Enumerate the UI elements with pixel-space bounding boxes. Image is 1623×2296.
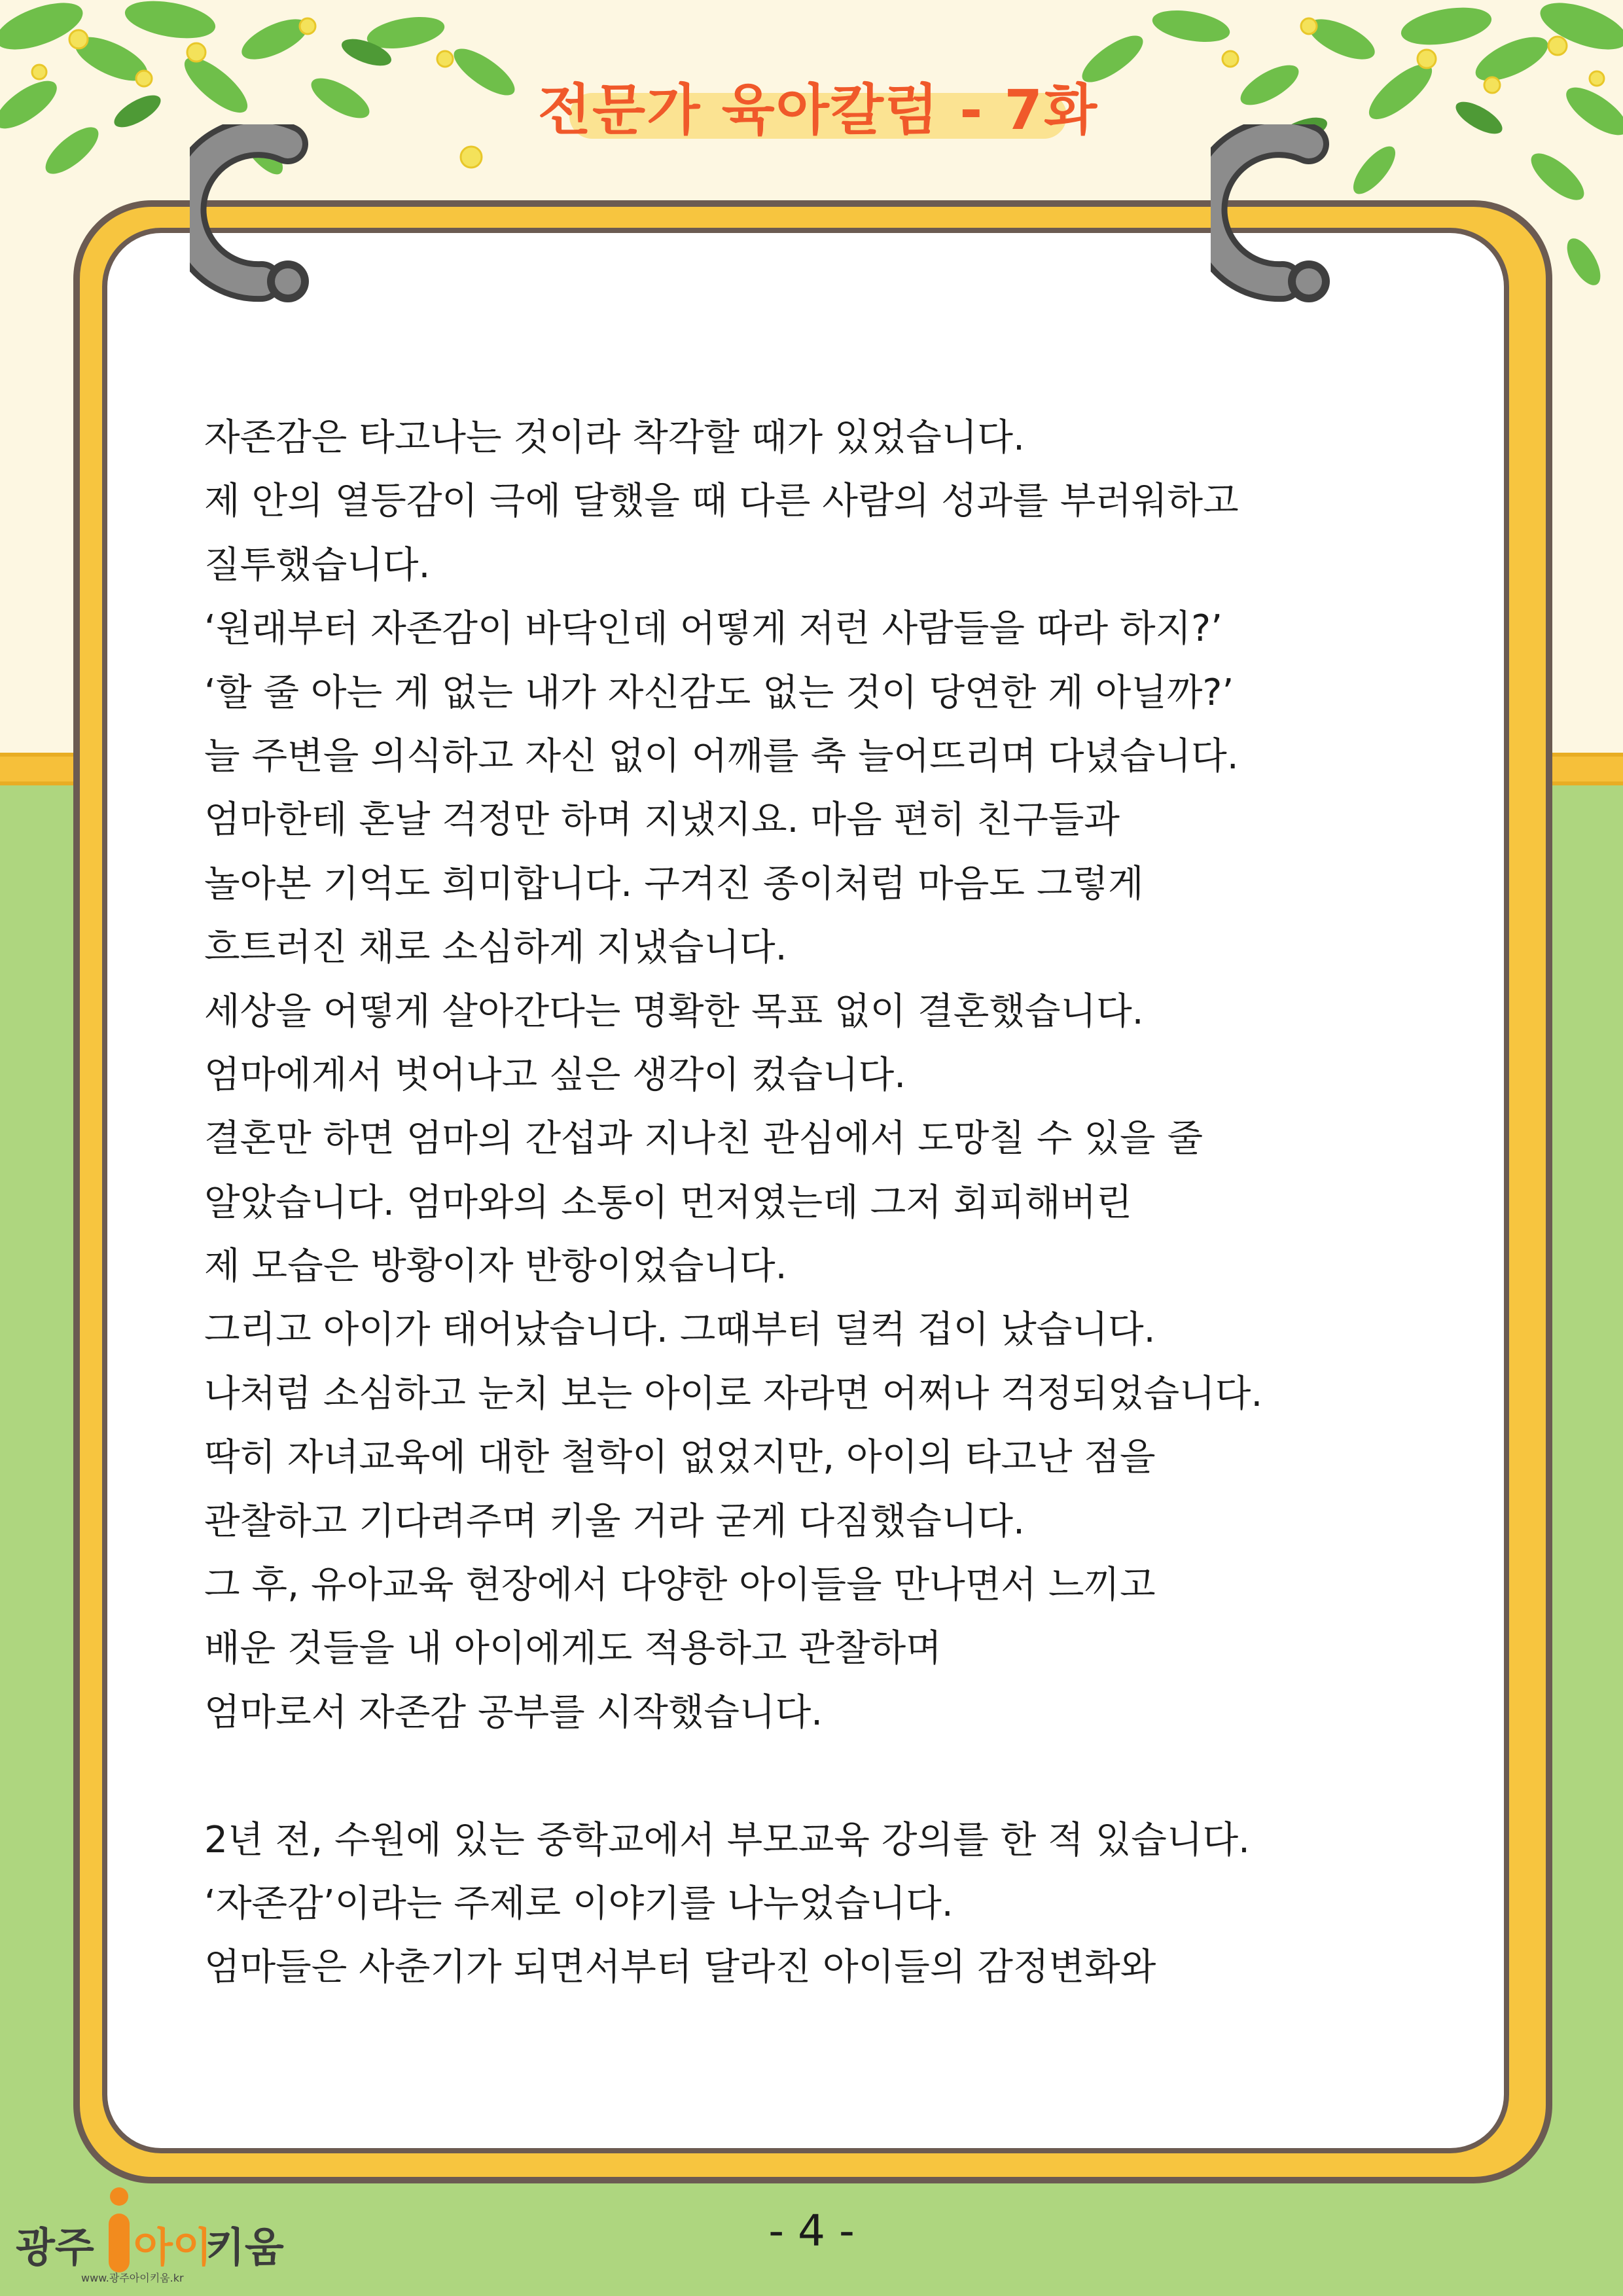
article-line: 결혼만 하면 엄마의 간섭과 지나친 관심에서 도망칠 수 있을 줄 [204, 1117, 1204, 1160]
article-line: 제 안의 열등감이 극에 달했을 때 다른 사람의 성과를 부러워하고 [204, 480, 1239, 523]
article-line: 나처럼 소심하고 눈치 보는 아이로 자라면 어쩌나 걱정되었습니다. [204, 1372, 1263, 1415]
article-line: 엄마한테 혼날 걱정만 하며 지냈지요. 마음 편히 친구들과 [204, 798, 1120, 842]
article-line: 그리고 아이가 태어났습니다. 그때부터 덜컥 겁이 났습니다. [204, 1308, 1156, 1352]
brand-logo [16, 2172, 291, 2289]
logo-url: www.광주아이키움.kr [81, 2272, 184, 2284]
page-title: 전문가 육아칼럼 - 7화 [537, 77, 1099, 142]
article-line: ‘할 줄 아는 게 없는 내가 자신감도 없는 것이 당연한 게 아닐까?’ [204, 671, 1234, 714]
article-line: 엄마에게서 벗어나고 싶은 생각이 컸습니다. [204, 1053, 906, 1096]
article-line: 엄마들은 사춘기가 되면서부터 달라진 아이들의 감정변화와 [204, 1946, 1156, 1989]
article-line: 딱히 자녀교육에 대한 철학이 없었지만, 아이의 타고난 점을 [204, 1436, 1156, 1479]
article-line: 그 후, 유아교육 현장에서 다양한 아이들을 만나면서 느끼고 [204, 1564, 1156, 1607]
column-title [537, 63, 1099, 148]
article-line: 제 모습은 방황이자 반항이었습니다. [204, 1245, 787, 1288]
article-line: 세상을 어떻게 살아간다는 명확한 목표 없이 결혼했습니다. [204, 990, 1144, 1033]
logo-text-gwangju: 광주 [16, 2223, 94, 2271]
article-line: 늘 주변을 의식하고 자신 없이 어깨를 축 늘어뜨리며 다녔습니다. [204, 734, 1239, 778]
article-line: ‘자존감’이라는 주제로 이야기를 나누었습니다. [204, 1882, 954, 1925]
article-line: 관찰하고 기다려주며 키울 거라 굳게 다짐했습니다. [204, 1499, 1025, 1543]
binder-ring-icon [1211, 124, 1407, 334]
article-line: 질투했습니다. [204, 543, 431, 586]
binder-ring-icon [190, 124, 386, 334]
article-body [204, 406, 1448, 2000]
article-line: 2년 전, 수원에 있는 중학교에서 부모교육 강의를 한 적 있습니다. [204, 1818, 1250, 1861]
article-line: 알았습니다. 엄마와의 소통이 먼저였는데 그저 회피해버린 [204, 1181, 1132, 1224]
logo-text-ai: 아이 [134, 2223, 212, 2271]
article-line: ‘원래부터 자존감이 바닥인데 어떻게 저런 사람들을 따라 하지?’ [204, 607, 1223, 651]
page-number: - 4 - [768, 2206, 855, 2256]
logo-i-icon [105, 2185, 134, 2276]
article-line: 흐트러진 채로 소심하게 지냈습니다. [204, 926, 787, 969]
article-line: 배운 것들을 내 아이에게도 적용하고 관찰하며 [204, 1627, 942, 1670]
logo-text-kium: 키움 [205, 2223, 284, 2271]
article-line: 자존감은 타고나는 것이라 착각할 때가 있었습니다. [204, 416, 1025, 459]
paragraph-gap [204, 1744, 1448, 1808]
article-line: 엄마로서 자존감 공부를 시작했습니다. [204, 1691, 823, 1734]
article-line: 놀아본 기억도 희미합니다. 구겨진 종이처럼 마음도 그렇게 [204, 862, 1144, 905]
